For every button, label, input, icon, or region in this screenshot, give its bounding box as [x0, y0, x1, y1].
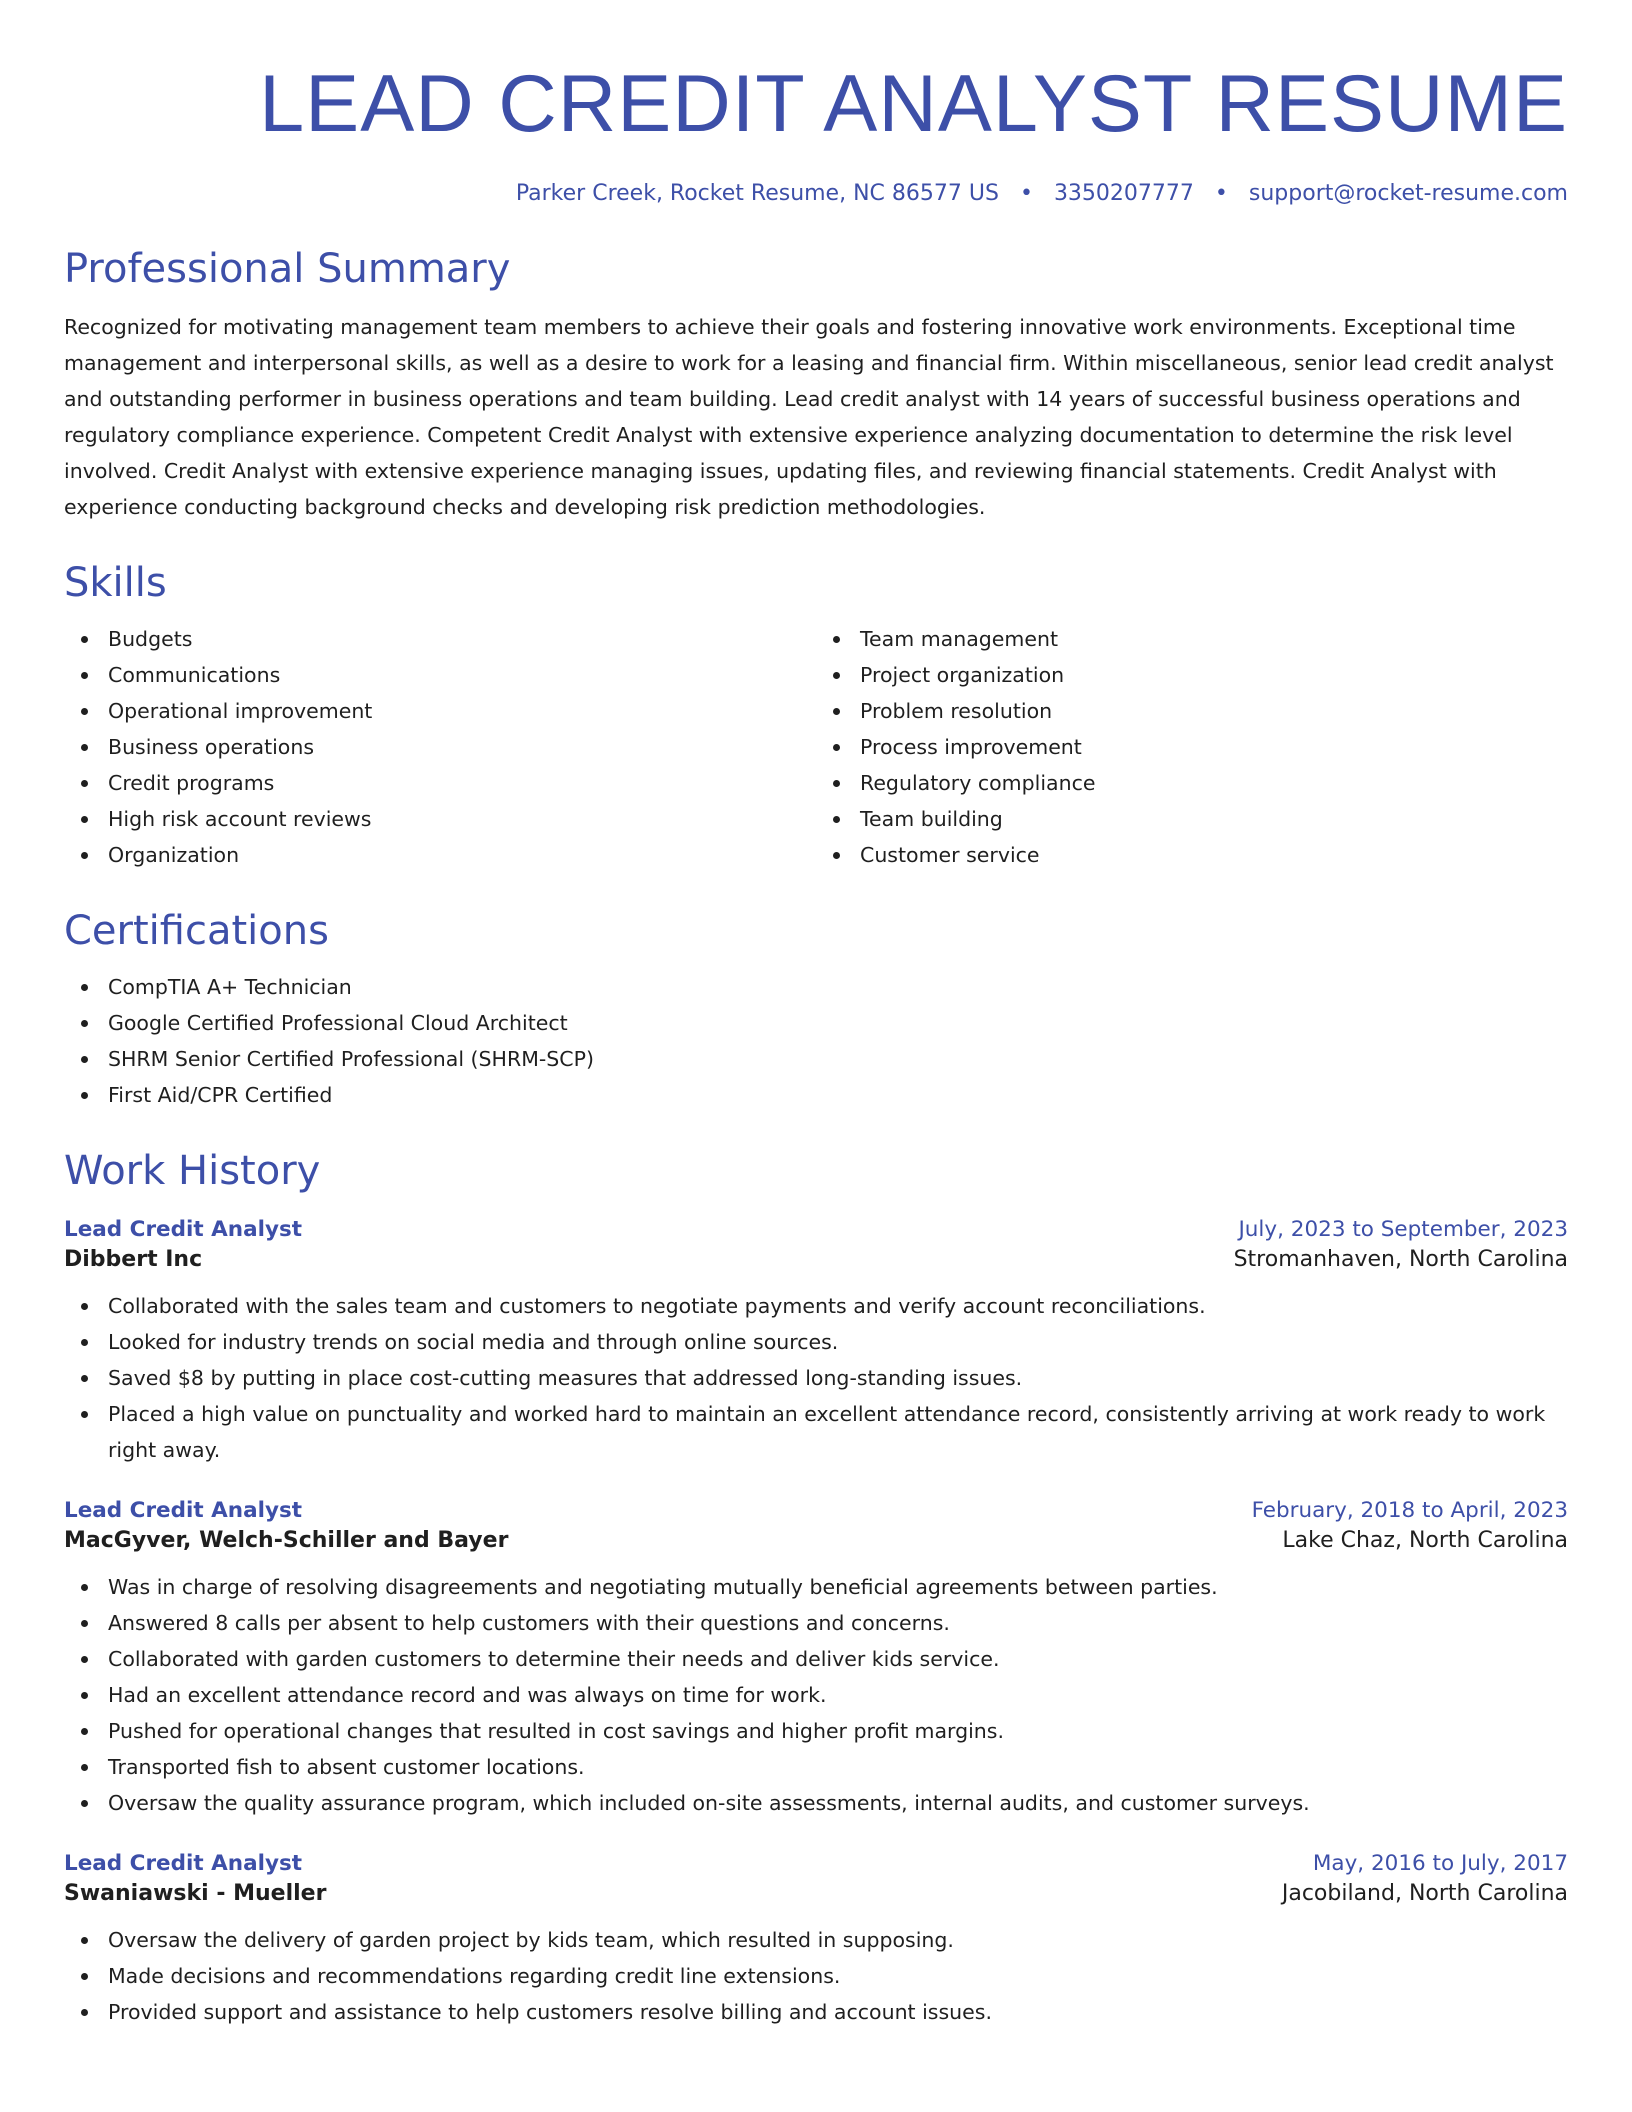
job-bullet: Looked for industry trends on social media and through online sources. [108, 1324, 1568, 1360]
job-bullet: Answered 8 calls per absent to help customers with their questions and concerns. [108, 1605, 1568, 1641]
job-bullets [64, 1288, 1568, 1468]
job-company: Dibbert Inc [64, 1247, 203, 1273]
certification-item: CompTIA A+ Technician [108, 969, 1568, 1005]
job-company-row [64, 1526, 1568, 1557]
resume-page [64, 0, 1568, 2030]
job-bullet: Placed a high value on punctuality and worked hard to maintain an excellent attendance record, consistently arriving at work ready to work right away. [108, 1396, 1568, 1468]
job-role: Lead Credit Analyst [64, 1497, 303, 1523]
certification-item: Google Certified Professional Cloud Architect [108, 1005, 1568, 1041]
job-role: Lead Credit Analyst [64, 1850, 303, 1876]
job-entry [64, 1496, 1568, 1821]
contact-line [64, 183, 1568, 205]
section-heading-work-history: Work History [64, 1148, 321, 1194]
job-bullets [64, 1569, 1568, 1821]
job-bullet: Transported fish to absent customer locations. [108, 1749, 1568, 1785]
job-header-row [64, 1496, 1568, 1526]
contact-email: support@rocket-resume.com [1248, 181, 1568, 206]
job-bullet: Was in charge of resolving disagreements and negotiating mutually beneficial agreements between parties. [108, 1569, 1568, 1605]
job-company-row [64, 1245, 1568, 1276]
job-role: Lead Credit Analyst [64, 1217, 303, 1242]
job-company: MacGyver, Welch-Schiller and Bayer [64, 1527, 509, 1553]
skill-item: Communications [108, 657, 816, 693]
job-bullet: Oversaw the quality assurance program, which included on-site assessments, internal audits, and customer surveys. [108, 1785, 1568, 1821]
job-dates: May, 2016 to July, 2017 [1312, 1850, 1568, 1876]
contact-phone: 3350207777 [1053, 181, 1194, 206]
skill-item: Credit programs [108, 765, 816, 801]
skill-item: Team building [860, 801, 1568, 837]
skill-item: Team management [860, 621, 1568, 657]
skill-item: Process improvement [860, 729, 1568, 765]
skill-item: Problem resolution [860, 693, 1568, 729]
skill-item: Budgets [108, 621, 816, 657]
contact-separator: • [1214, 181, 1228, 206]
section-heading-skills: Skills [64, 560, 167, 606]
job-bullet: Oversaw the delivery of garden project by kids team, which resulted in supposing. [108, 1922, 1568, 1958]
job-location: Stromanhaven, North Carolina [1233, 1247, 1568, 1273]
job-company: Swaniawski - Mueller [64, 1880, 327, 1906]
job-bullet: Saved $8 by putting in place cost-cutting measures that addressed long-standing issues. [108, 1360, 1568, 1396]
skill-item: Business operations [108, 729, 816, 765]
job-bullet: Provided support and assistance to help customers resolve billing and account issues. [108, 1994, 1568, 2030]
summary-text: Recognized for motivating management team members to achieve their goals and fostering innovative work environments. Exceptional time management and interpersonal skills, as well as a desire to work for a leasing and financial firm. Within miscellaneous, senior lead credit analyst and outstanding performer in business operations and team building. Lead credit analyst with 14 years of successful business operations and regulatory compliance experience. Competent Credit Analyst with extensive experience analyzing documentation to determine the risk level involved. Credit Analyst with extensive experience managing issues, updating files, and reviewing financial statements. Credit Analyst with experience conducting background checks and developing risk prediction methodologies. [64, 315, 1554, 519]
certifications-list [64, 969, 1568, 1113]
job-entry [64, 1849, 1568, 2030]
certification-item: First Aid/CPR Certified [108, 1077, 1568, 1113]
skill-item: Customer service [860, 837, 1568, 873]
skill-item: Organization [108, 837, 816, 873]
resume-title: LEAD CREDIT ANALYST RESUME [259, 59, 1568, 149]
job-dates: February, 2018 to April, 2023 [1251, 1497, 1568, 1523]
work-history-list [64, 1215, 1568, 2030]
skills-list [64, 621, 1568, 873]
job-bullet: Collaborated with the sales team and customers to negotiate payments and verify account reconciliations. [108, 1288, 1568, 1324]
job-bullet: Collaborated with garden customers to determine their needs and deliver kids service. [108, 1641, 1568, 1677]
section-heading-certifications: Certifications [64, 908, 329, 954]
contact-separator: • [1019, 181, 1033, 206]
skill-item: Regulatory compliance [860, 765, 1568, 801]
certification-item: SHRM Senior Certified Professional (SHRM-SCP) [108, 1041, 1568, 1077]
job-bullet: Had an excellent attendance record and was always on time for work. [108, 1677, 1568, 1713]
job-dates: July, 2023 to September, 2023 [1238, 1217, 1568, 1242]
job-entry [64, 1215, 1568, 1468]
skills-column-left [64, 621, 816, 873]
job-location: Jacobiland, North Carolina [1281, 1880, 1568, 1906]
job-company-row [64, 1879, 1568, 1910]
job-location: Lake Chaz, North Carolina [1282, 1527, 1568, 1553]
job-header-row [64, 1849, 1568, 1879]
contact-address: Parker Creek, Rocket Resume, NC 86577 US [515, 181, 999, 206]
skills-column-right [816, 621, 1568, 873]
skill-item: Project organization [860, 657, 1568, 693]
skill-item: Operational improvement [108, 693, 816, 729]
job-bullet: Made decisions and recommendations regarding credit line extensions. [108, 1958, 1568, 1994]
job-bullets [64, 1922, 1568, 2030]
section-heading-summary: Professional Summary [64, 246, 511, 292]
job-bullet: Pushed for operational changes that resulted in cost savings and higher profit margins. [108, 1713, 1568, 1749]
job-header-row [64, 1215, 1568, 1245]
skill-item: High risk account reviews [108, 801, 816, 837]
